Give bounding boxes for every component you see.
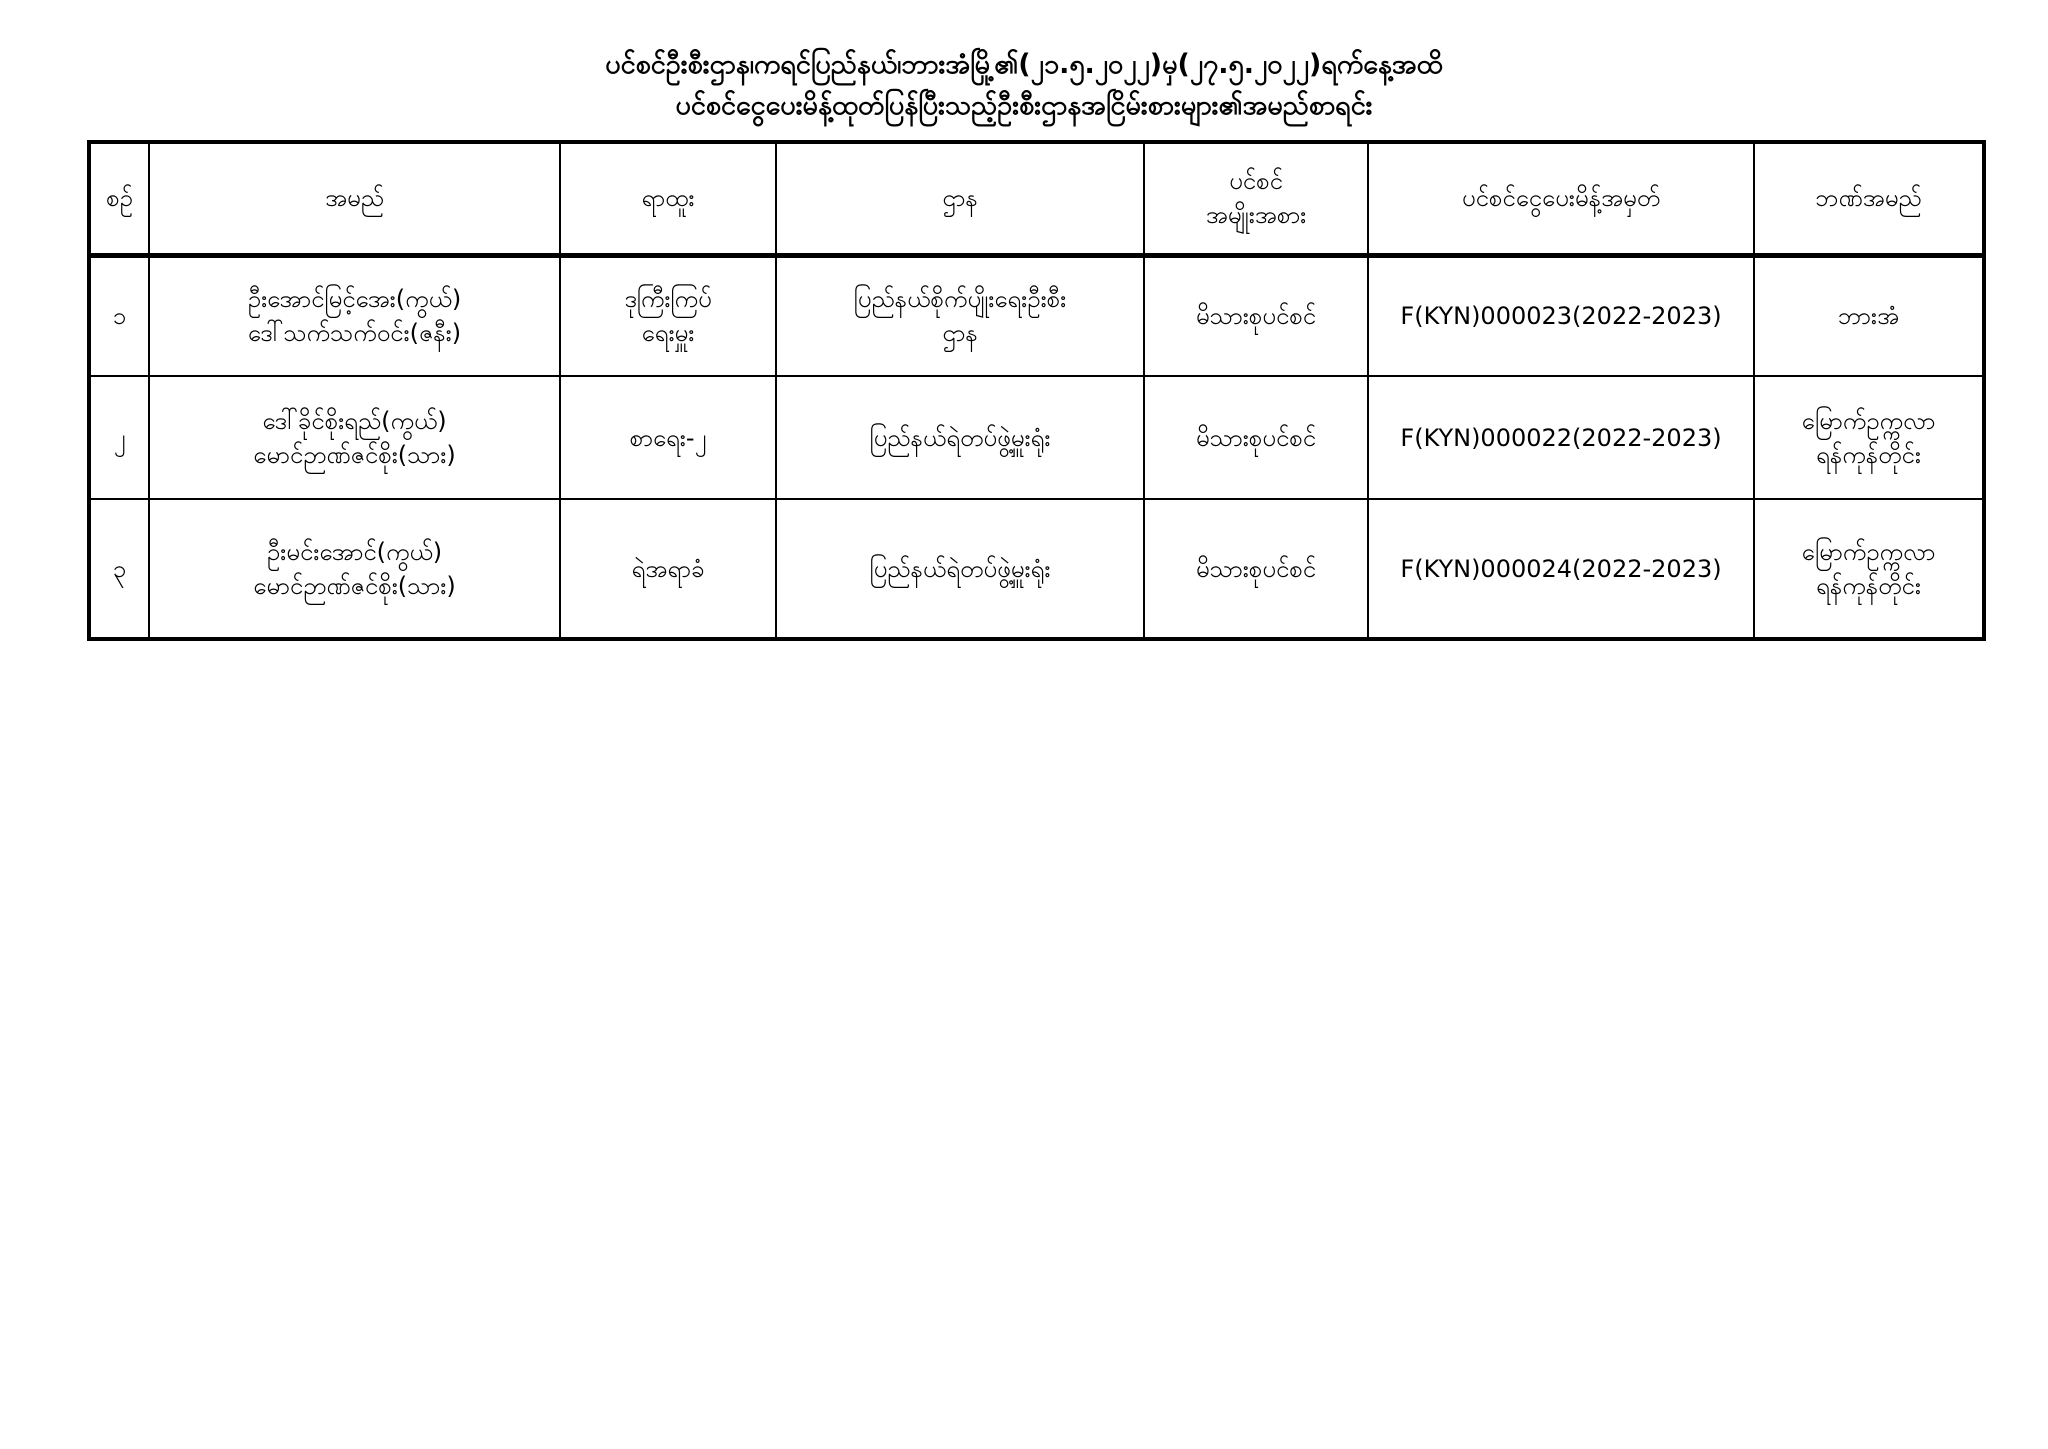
cell-department: ပြည်နယ်ရဲတပ်ဖွဲ့မှူးရုံး <box>776 499 1144 639</box>
cell-no: ၃ <box>89 499 149 639</box>
cell-department: ပြည်နယ်ရဲတပ်ဖွဲ့မှူးရုံး <box>776 376 1144 499</box>
cell-rank: ဒုကြီးကြပ် ရေးမှူး <box>560 255 776 376</box>
cell-pension-type: မိသားစုပင်စင် <box>1144 376 1368 499</box>
cell-pension-type: မိသားစုပင်စင် <box>1144 499 1368 639</box>
header-order-no: ပင်စင်ငွေပေးမိန့်အမှတ် <box>1368 142 1754 255</box>
cell-no: ၁ <box>89 255 149 376</box>
header-pension-type: ပင်စင် အမျိုးအစား <box>1144 142 1368 255</box>
table-row <box>89 255 1984 376</box>
title-line-2: ပင်စင်ငွေပေးမိန့်ထုတ်ပြန်ပြီးသည့်ဦးစီးဌာနအငြိမ်းစားများ၏အမည်စာရင်း <box>675 90 1373 121</box>
cell-order-no: F(KYN)000023(2022-2023) <box>1368 255 1754 376</box>
cell-name: ဦးမင်းအောင်(ကွယ်) မောင်ဉာဏ်ဇင်စိုး(သား) <box>149 499 560 639</box>
cell-name: ဦးအောင်မြင့်အေး(ကွယ်) ဒေါ်သက်သက်ဝင်း(ဇနီး) <box>149 255 560 376</box>
header-no: စဉ် <box>89 142 149 255</box>
cell-rank: စာရေး-၂ <box>560 376 776 499</box>
cell-order-no: F(KYN)000024(2022-2023) <box>1368 499 1754 639</box>
cell-pension-type: မိသားစုပင်စင် <box>1144 255 1368 376</box>
cell-rank: ရဲအရာခံ <box>560 499 776 639</box>
table-row <box>89 499 1984 639</box>
header-department: ဌာန <box>776 142 1144 255</box>
cell-bank: မြောက်ဥက္ကလာ ရန်ကုန်တိုင်း <box>1754 499 1984 639</box>
cell-bank: ဘားအံ <box>1754 255 1984 376</box>
table-header-row <box>89 142 1984 255</box>
cell-bank: မြောက်ဥက္ကလာ ရန်ကုန်တိုင်း <box>1754 376 1984 499</box>
cell-no: ၂ <box>89 376 149 499</box>
table-row <box>89 376 1984 499</box>
header-rank: ရာထူး <box>560 142 776 255</box>
cell-name: ဒေါ်ခိုင်စိုးရည်(ကွယ်) မောင်ဉာဏ်ဇင်စိုး(သား) <box>149 376 560 499</box>
title-line-1: ပင်စင်ဦးစီးဌာန၊ကရင်ပြည်နယ်၊ဘားအံမြို့၏(၂၁.၅.၂၀၂၂)မှ(၂၇.၅.၂၀၂၂)ရက်နေ့အထိ <box>605 49 1443 80</box>
pension-roster-table <box>87 140 1986 641</box>
cell-department: ပြည်နယ်စိုက်ပျိုးရေးဦးစီး ဌာန <box>776 255 1144 376</box>
document-title <box>0 44 2048 126</box>
cell-order-no: F(KYN)000022(2022-2023) <box>1368 376 1754 499</box>
header-bank: ဘဏ်အမည် <box>1754 142 1984 255</box>
header-name: အမည် <box>149 142 560 255</box>
